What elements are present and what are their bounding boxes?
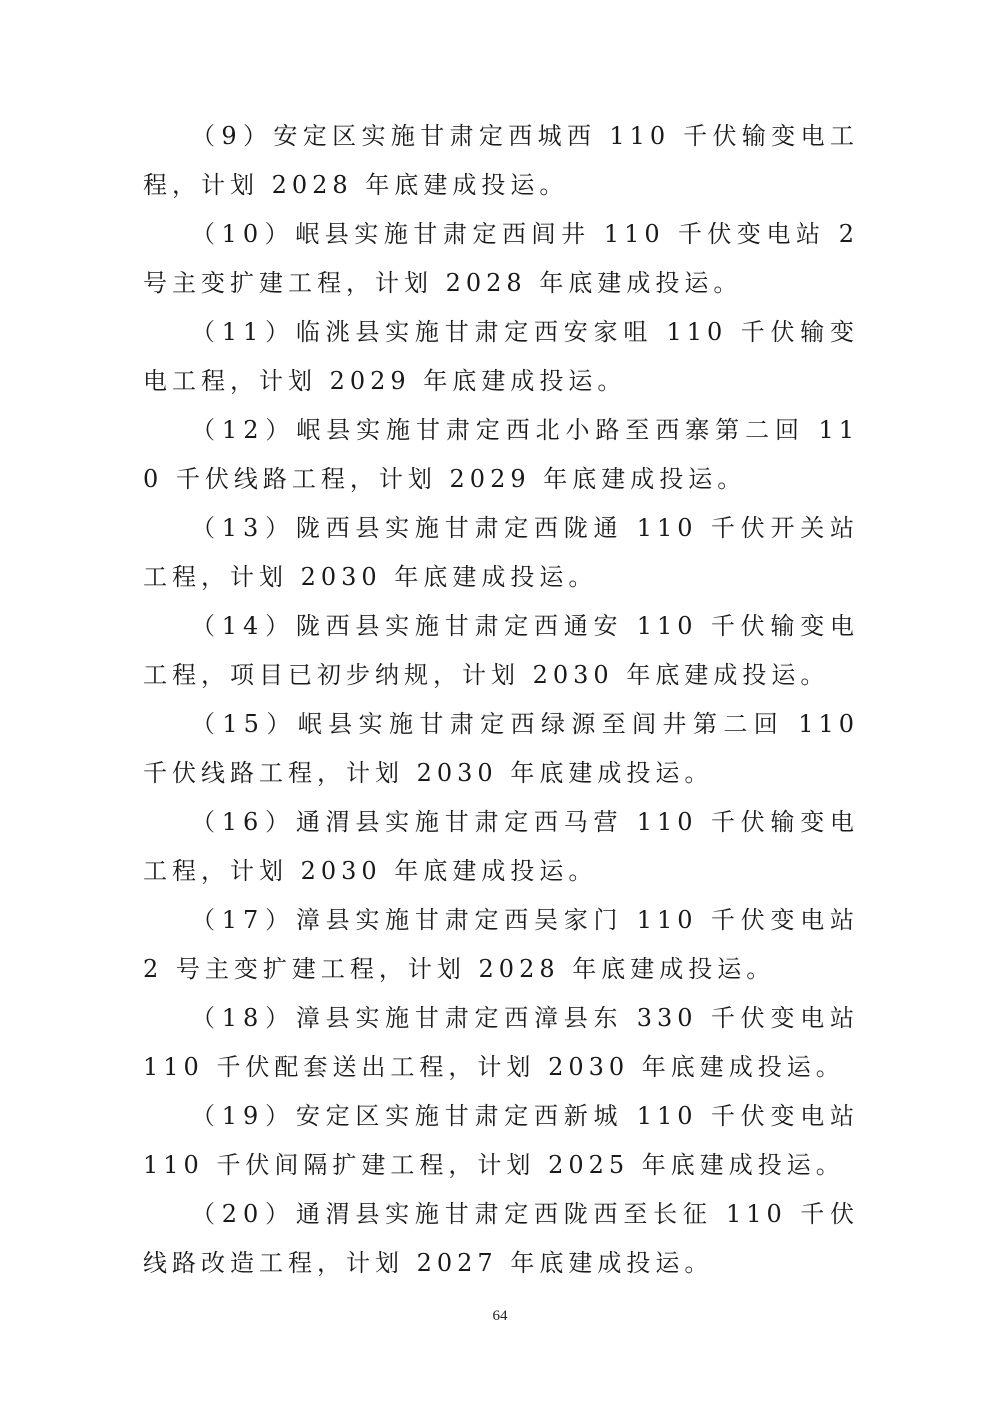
item-number: （18） — [191, 1004, 296, 1032]
item-number: （16） — [191, 808, 296, 836]
list-item — [143, 602, 859, 700]
item-number: （20） — [191, 1200, 296, 1228]
item-text: 陇西县实施甘肃定西通安 110 千伏输变电工程，项目已初步纳规，计划 2030 年底建成投运。 — [143, 612, 859, 689]
list-item — [143, 700, 859, 798]
page-number: 64 — [492, 1308, 508, 1324]
item-number: （17） — [191, 906, 296, 934]
item-number: （10） — [191, 220, 296, 248]
document-body — [143, 112, 859, 1288]
list-item — [143, 210, 859, 308]
item-number: （19） — [191, 1102, 296, 1130]
list-item — [143, 504, 859, 602]
item-text: 安定区实施甘肃定西城西 110 千伏输变电工程，计划 2028 年底建成投运。 — [143, 122, 859, 199]
list-item — [143, 798, 859, 896]
item-text: 岷县实施甘肃定西绿源至闾井第二回 110 千伏线路工程，计划 2030 年底建成投运。 — [143, 710, 859, 787]
item-text: 安定区实施甘肃定西新城 110 千伏变电站 110 千伏间隔扩建工程，计划 2025 年底建成投运。 — [143, 1102, 859, 1179]
item-text: 岷县实施甘肃定西闾井 110 千伏变电站 2 号主变扩建工程，计划 2028 年底建成投运。 — [143, 220, 859, 297]
item-text: 岷县实施甘肃定西北小路至西寨第二回 110 千伏线路工程，计划 2029 年底建成投运。 — [143, 416, 859, 493]
list-item — [143, 406, 859, 504]
list-item — [143, 308, 859, 406]
item-text: 陇西县实施甘肃定西陇通 110 千伏开关站工程，计划 2030 年底建成投运。 — [143, 514, 859, 591]
item-number: （13） — [191, 514, 296, 542]
item-number: （15） — [191, 710, 298, 738]
item-text: 通渭县实施甘肃定西陇西至长征 110 千伏线路改造工程，计划 2027 年底建成投运。 — [143, 1200, 859, 1277]
item-number: （12） — [191, 416, 297, 444]
item-number: （9） — [191, 122, 274, 150]
item-text: 漳县实施甘肃定西漳县东 330 千伏变电站 110 千伏配套送出工程，计划 2030 年底建成投运。 — [143, 1004, 859, 1081]
list-item — [143, 994, 859, 1092]
item-text: 通渭县实施甘肃定西马营 110 千伏输变电工程，计划 2030 年底建成投运。 — [143, 808, 859, 885]
list-item — [143, 1190, 859, 1288]
list-item — [143, 896, 859, 994]
list-item — [143, 112, 859, 210]
item-number: （11） — [191, 318, 296, 346]
item-text: 漳县实施甘肃定西吴家门 110 千伏变电站 2 号主变扩建工程，计划 2028 年底建成投运。 — [143, 906, 859, 983]
item-number: （14） — [191, 612, 296, 640]
item-text: 临洮县实施甘肃定西安家咀 110 千伏输变电工程，计划 2029 年底建成投运。 — [143, 318, 859, 395]
list-item — [143, 1092, 859, 1190]
